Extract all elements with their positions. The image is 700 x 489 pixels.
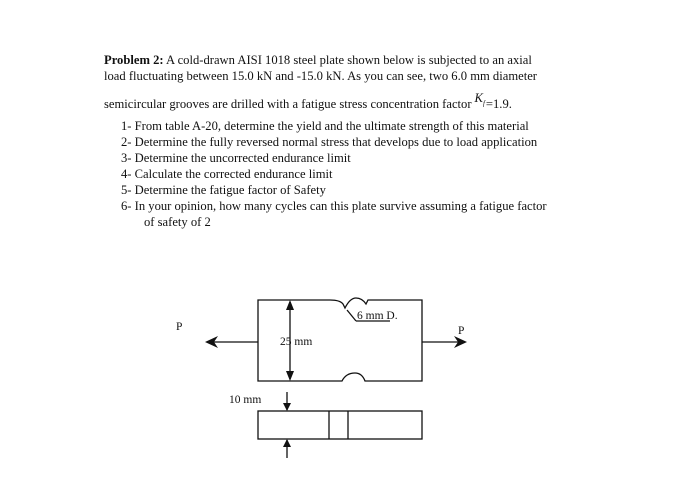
thickness-label: 10 mm — [229, 394, 262, 406]
width-label: 25 mm — [280, 336, 313, 348]
problem-heading: Problem 2: — [104, 53, 164, 67]
kf-value: =1.9. — [485, 97, 512, 111]
task-6-line-2: of safety of 2 — [144, 214, 211, 229]
groove-leader — [347, 310, 356, 321]
task-item: 3- Determine the uncorrected endurance limit — [121, 150, 351, 165]
plate-edge-view — [258, 411, 422, 439]
problem-line-2: load fluctuating between 15.0 kN and -15.0 kN. As you can see, two 6.0 mm diameter — [104, 69, 537, 83]
problem-text-1: A cold-drawn AISI 1018 steel plate shown below is subjected to an axial — [166, 53, 532, 67]
task-item: 2- Determine the fully reversed normal stress that develops due to load application — [121, 134, 538, 149]
kf-symbol: $K_f$ — [474, 91, 485, 108]
load-label-left: P — [176, 321, 183, 333]
task-item: 4- Calculate the corrected endurance limit — [121, 166, 333, 181]
thickness-arrowhead-top — [283, 403, 291, 411]
task-item: 1- From table A-20, determine the yield and the ultimate strength of this material — [121, 118, 529, 133]
width-arrowhead-bottom — [286, 371, 294, 381]
width-arrowhead-top — [286, 300, 294, 310]
thickness-arrowhead-bottom — [283, 439, 291, 447]
task-6-line-1: 6- In your opinion, how many cycles can this plate survive assuming a fatigue factor — [121, 198, 547, 213]
task-item: 5- Determine the fatigue factor of Safety — [121, 182, 326, 197]
load-label-right: P — [458, 325, 465, 337]
problem-text-3: semicircular grooves are drilled with a fatigue stress concentration factor — [104, 97, 472, 111]
groove-label: 6 mm D. — [357, 310, 398, 322]
